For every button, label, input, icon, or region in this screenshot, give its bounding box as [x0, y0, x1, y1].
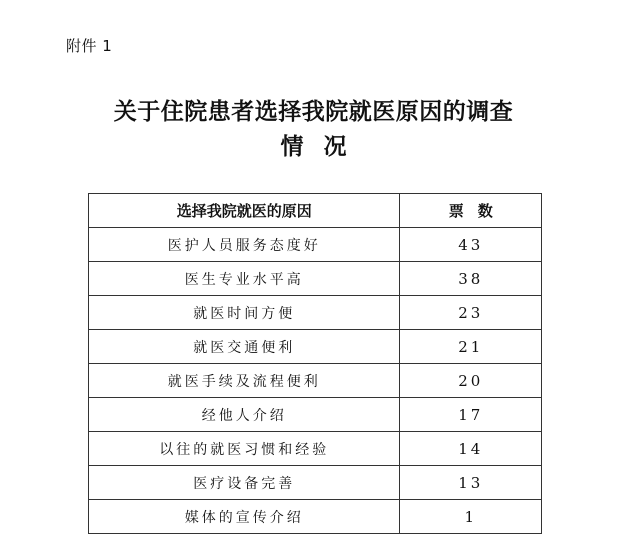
reason-cell: 就医时间方便: [89, 296, 400, 330]
table-header-row: [89, 194, 542, 228]
reason-cell: 就医交通便利: [89, 330, 400, 364]
votes-cell: 14: [400, 432, 542, 466]
document-title-line-1: 关于住院患者选择我院就医原因的调查: [113, 99, 514, 125]
table-row: [89, 296, 542, 330]
votes-cell: 38: [400, 262, 542, 296]
votes-cell: 13: [400, 466, 542, 500]
table-row: [89, 500, 542, 534]
votes-cell: 20: [400, 364, 542, 398]
votes-cell: 1: [400, 500, 542, 534]
table-row: [89, 398, 542, 432]
reason-cell: 医生专业水平高: [89, 262, 400, 296]
reason-cell: 经他人介绍: [89, 398, 400, 432]
table-row: [89, 228, 542, 262]
reason-cell: 媒体的宣传介绍: [89, 500, 400, 534]
reason-cell: 就医手续及流程便利: [89, 364, 400, 398]
table-row: [89, 330, 542, 364]
table-row: [89, 466, 542, 500]
votes-cell: 23: [400, 296, 542, 330]
attachment-label: 附件 1: [66, 37, 113, 55]
document-title-line-2: 情况: [280, 134, 367, 160]
votes-cell: 17: [400, 398, 542, 432]
reason-cell: 以往的就医习惯和经验: [89, 432, 400, 466]
votes-cell: 43: [400, 228, 542, 262]
header-reason: 选择我院就医的原因: [89, 194, 400, 228]
header-votes: 票数: [400, 194, 542, 228]
reason-cell: 医护人员服务态度好: [89, 228, 400, 262]
table-row: [89, 364, 542, 398]
votes-cell: 21: [400, 330, 542, 364]
table-row: [89, 432, 542, 466]
table-row: [89, 262, 542, 296]
survey-table: [88, 193, 542, 534]
reason-cell: 医疗设备完善: [89, 466, 400, 500]
